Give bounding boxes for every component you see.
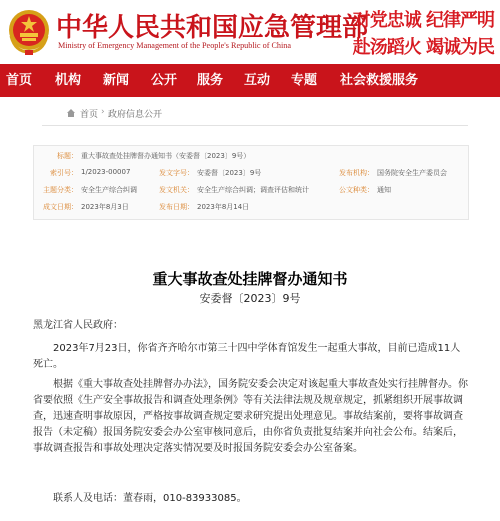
info-row-category — [34, 185, 468, 201]
breadcrumb-home[interactable]: 首页 — [80, 110, 99, 120]
issuer-label: 发布机构： — [339, 169, 374, 177]
issuer-value: 国务院安全生产委员会 — [377, 169, 447, 177]
breadcrumb-current[interactable]: 政府信息公开 — [108, 110, 163, 120]
pubdate-label: 发布日期： — [159, 203, 194, 211]
main-nav — [0, 64, 500, 97]
nav-item-interact[interactable]: 互动 — [244, 73, 271, 88]
site-subtitle: Ministry of Emergency Management of the People's Republic of China — [58, 41, 292, 50]
slogan-line-2: 赴汤蹈火 竭诚为民 — [352, 37, 494, 58]
paragraph-1: 2023年7月23日，你省齐齐哈尔市第三十四中学体育馆发生一起重大事故，目前已造成11人死亡。 — [33, 343, 461, 370]
docno-label: 发文字号： — [159, 169, 194, 177]
breadcrumb-separator: › — [101, 107, 105, 117]
date-value: 2023年8月3日 — [81, 203, 129, 211]
info-row-index — [34, 168, 468, 184]
organ-label: 发文机关： — [159, 186, 194, 194]
organ-value: 安全生产综合纠调；调查评估和统计 — [197, 186, 309, 194]
index-label: 索引号： — [50, 169, 78, 177]
docno-value: 安委督〔2023〕9号 — [197, 169, 262, 177]
type-value: 通知 — [377, 186, 391, 194]
category-label: 主题分类： — [43, 186, 78, 194]
site-title[interactable]: 中华人民共和国应急管理部 — [56, 13, 369, 43]
document-title: 重大事故查处挂牌督办通知书 — [152, 270, 348, 288]
index-value: 1/2023-00007 — [81, 168, 131, 176]
slogan-line-1: 对党忠诚 纪律严明 — [352, 10, 494, 31]
nav-item-home[interactable]: 首页 — [6, 73, 33, 88]
nav-item-service[interactable]: 服务 — [197, 73, 224, 88]
title-label: 标题： — [57, 152, 78, 160]
paragraph-2: 根据《重大事故查处挂牌督办办法》，国务院安委会决定对该起重大事故查处实行挂牌督办。你省要依照《生产安全事故报告和调查处理条例》等有关法律法规及规章规定，抓紧组织开展事故调查，迅速查明事故原因，严格按事故调查规定要求研究提出处理意见。事故结案前，要将事故调查报告（未定稿）报国务院安委会办公室审核同意后，由你省负责批复结案并向社会公布。结案后，事故调查报告和事故处理决定落实情况要及时报国务院安委会办公室备案。 — [33, 379, 468, 454]
pubdate-value: 2023年8月14日 — [197, 203, 250, 211]
contact-info: 联系人及电话：董春雨，010-83933085。 — [53, 493, 247, 504]
breadcrumb — [42, 104, 468, 126]
title-value: 重大事故查处挂牌督办通知书（安委督〔2023〕9号） — [81, 152, 251, 160]
document-metadata — [33, 145, 469, 220]
type-label: 公文种类： — [339, 186, 374, 194]
nav-item-organization[interactable]: 机构 — [55, 73, 82, 88]
addressee: 黑龙江省人民政府： — [33, 320, 123, 331]
info-row-title — [34, 151, 468, 167]
category-value: 安全生产综合纠调 — [81, 186, 137, 194]
nav-item-public[interactable]: 公开 — [151, 73, 178, 88]
site-header — [0, 0, 500, 64]
date-label: 成文日期： — [43, 203, 78, 211]
document-number: 安委督〔2023〕9号 — [199, 292, 301, 305]
home-icon[interactable] — [66, 108, 76, 118]
info-row-dates — [34, 202, 468, 218]
nav-item-rescue-service[interactable]: 社会救援服务 — [340, 73, 419, 88]
nav-item-news[interactable]: 新闻 — [103, 73, 130, 88]
nav-item-topics[interactable]: 专题 — [291, 73, 318, 88]
national-emblem-icon[interactable] — [7, 6, 51, 56]
